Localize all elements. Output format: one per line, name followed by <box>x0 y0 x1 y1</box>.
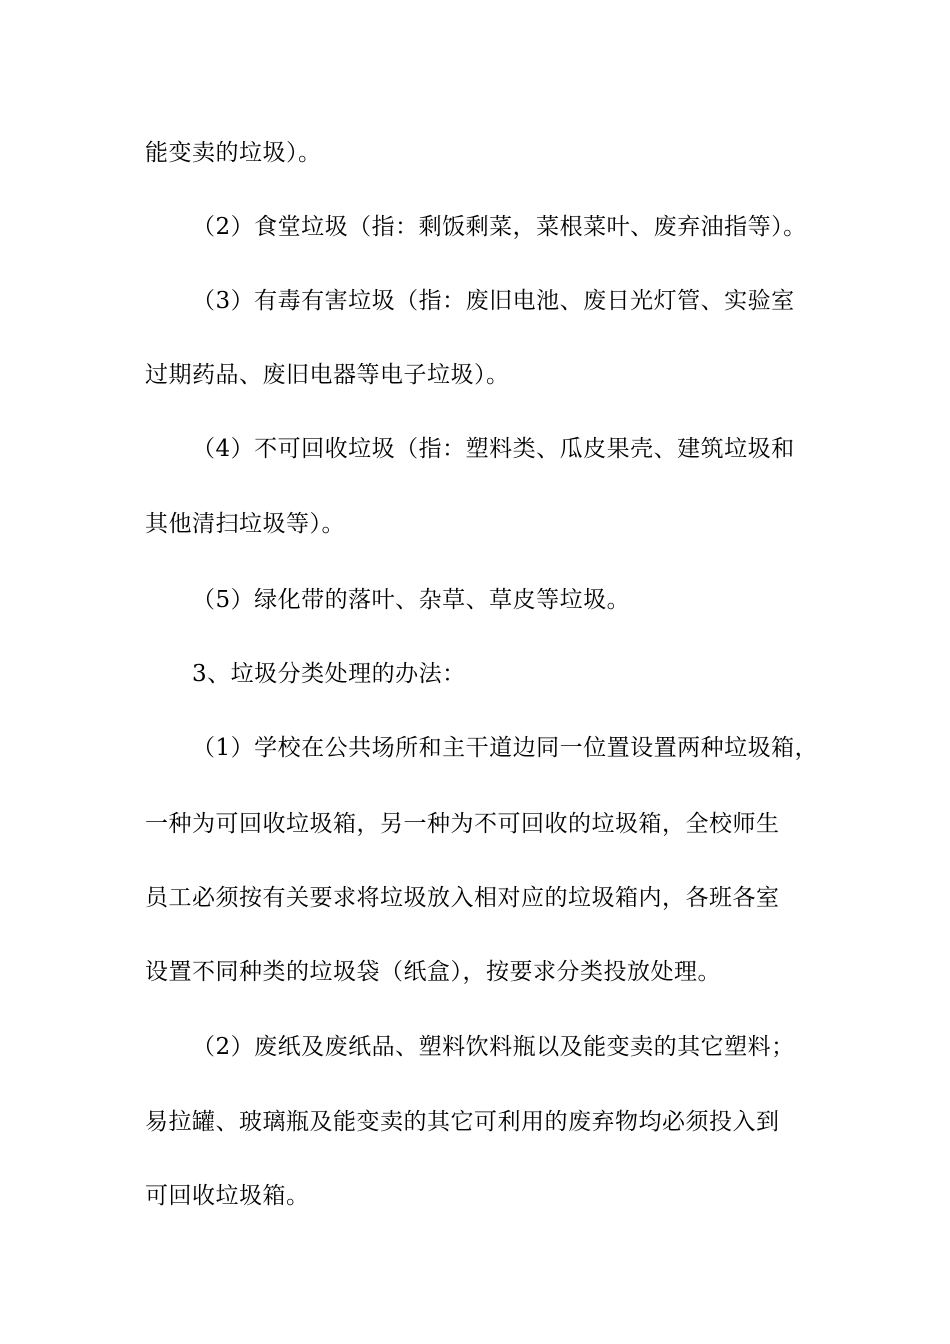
text-line: 能变卖的垃圾）。 <box>145 140 322 166</box>
text-line: （4）不可回收垃圾（指：塑料类、瓜皮果壳、建筑垃圾和 <box>192 436 795 462</box>
text-line: （2）食堂垃圾（指：剩饭剩菜，菜根菜叶、废弃油指等）。 <box>192 214 807 240</box>
text-line: 其他清扫垃圾等）。 <box>145 511 345 537</box>
text-line: （2）废纸及废纸品、塑料饮料瓶以及能变卖的其它塑料； <box>192 1034 795 1060</box>
text-line: 3、垃圾分类处理的办法： <box>192 661 466 687</box>
text-line: 员工必须按有关要求将垃圾放入相对应的垃圾箱内，各班各室 <box>145 885 780 911</box>
text-line: （3）有毒有害垃圾（指：废旧电池、废日光灯管、实验室 <box>192 288 795 314</box>
text-line: 一种为可回收垃圾箱，另一种为不可回收的垃圾箱，全校师生 <box>145 811 780 837</box>
text-line: （5）绿化带的落叶、杂草、草皮等垃圾。 <box>192 587 631 613</box>
text-line: 设置不同种类的垃圾袋（纸盒），按要求分类投放处理。 <box>145 959 721 985</box>
text-line: （1）学校在公共场所和主干道边同一位置设置两种垃圾箱， <box>192 735 819 761</box>
text-line: 可回收垃圾箱。 <box>145 1183 310 1209</box>
text-line: 易拉罐、玻璃瓶及能变卖的其它可利用的废弃物均必须投入到 <box>145 1109 780 1135</box>
text-line: 过期药品、废旧电器等电子垃圾）。 <box>145 362 510 388</box>
